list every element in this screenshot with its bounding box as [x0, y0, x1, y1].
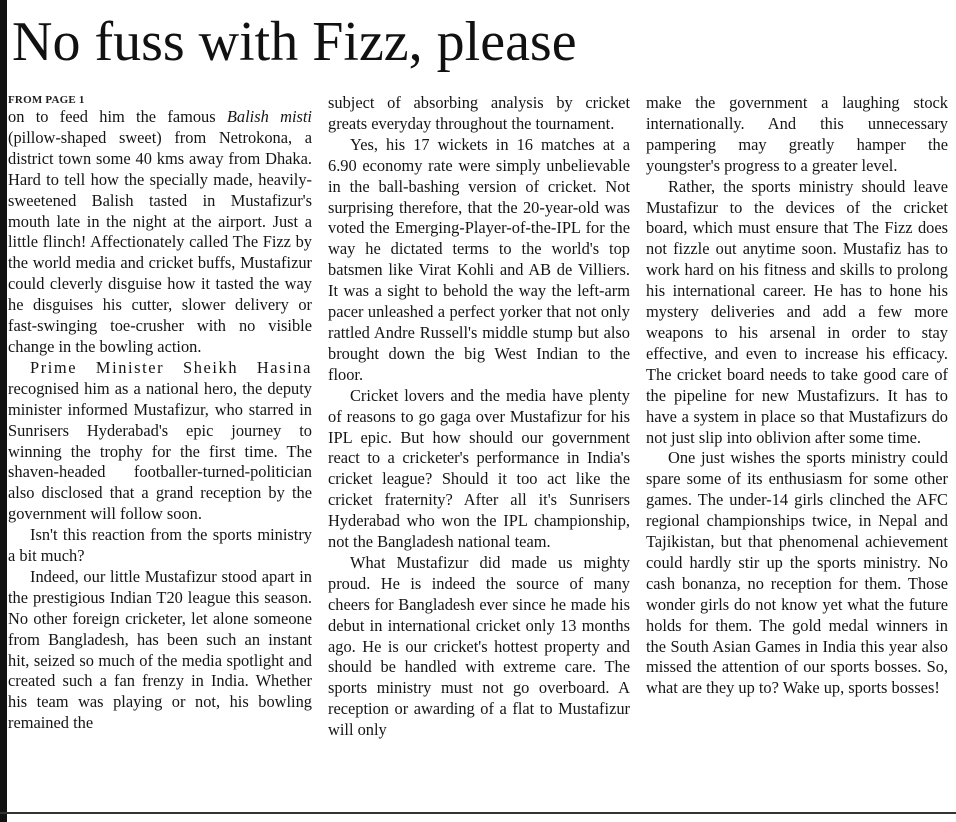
- text-run: (pillow-shaped sweet) from Netrokona, a district town some 40 kms away from Dhaka. Hard to tell how the specially made, heavily-sweetened Balish tasted in Mustafizur's mouth late in the night at the airport. Just a little flinch! Affectionately called The Fizz by the world media and cricket buffs, Mustafizur could cleverly disguise how it tasted the way he disguises his cutter, slower delivery or fast-swinging toe-crusher with no visible change in the bowling action.: [8, 127, 312, 356]
- paragraph: Indeed, our little Mustafizur stood apart in the prestigious Indian T20 league this season. No other foreign cricketer, let alone someone from Bangladesh, has been such an instant hit, seized so much of the media spotlight and created such a fan frenzy in India. Whether his team was playing or not, his bowling remained the: [8, 566, 312, 733]
- paragraph: subject of absorbing analysis by cricket greats everyday throughout the tournament.: [328, 93, 630, 133]
- paragraph: One just wishes the sports ministry could spare some of its enthusiasm for some other games. The under-14 girls clinched the AFC regional championships twice, in Nepal and Tajikistan, but that phenomenal achievement could hardly stir up the sports ministry. No cash bonanza, no reception for them. Those wonder girls do not know yet what the future holds for them. The gold medal winners in the South Asian Games in India this year also missed the attention of our sports bosses. So, what are they up to? Wake up, sports bosses!: [646, 448, 948, 698]
- paragraph: [8, 107, 312, 358]
- paragraph: Isn't this reaction from the sports ministry a bit much?: [8, 525, 312, 566]
- left-border-rule: [0, 0, 7, 822]
- column-2: [328, 93, 630, 805]
- text-run: recognised him as a national hero, the deputy minister informed Mustafizur, who starred in Sunrisers Hyderabad's epic journey to winning the trophy for the first time. The shaven-headed footballer-turned-politician also disclosed that a grand reception by the government will follow soon.: [8, 378, 312, 524]
- paragraph: make the government a laughing stock internationally. And this unnecessary pampering may greatly hamper the youngster's progress to a greater level.: [646, 93, 948, 175]
- paragraph: Yes, his 17 wickets in 16 matches at a 6.90 economy rate were simply unbelievable in the ball-bashing version of cricket. Not surprising therefore, that the 20-year-old was voted the Emerging-Player-of-the-IPL for the way he dictated terms to the world's top batsmen like Virat Kohli and AB de Villiers. It was a sight to behold the way the left-arm pacer unleashed a perfect yorker that not only rattled Andre Russell's middle stump but also brought down the big West Indian to the floor.: [328, 134, 630, 384]
- bottom-border-rule: [0, 812, 956, 814]
- continuation-kicker: FROM PAGE 1: [8, 94, 85, 106]
- column-1: [8, 93, 312, 805]
- column-3: [646, 93, 948, 805]
- paragraph: Rather, the sports ministry should leave Mustafizur to the devices of the cricket board, which must ensure that The Fizz does not fizzle out anytime soon. Mustafiz has to work hard on his fitness and skills to prolong his international career. He has to hone his mystery deliveries and add a few more weapons to his arsenal in order to stay effective, and even to increase his efficacy. The cricket board needs to take good care of the pipeline for new Mustafizurs. It has to have a system in place so that Mustafizurs do not just slip into oblivion after some time.: [646, 176, 948, 447]
- text-run: on to feed him the famous: [8, 107, 227, 126]
- paragraph: What Mustafizur did made us mighty proud. He is indeed the source of many cheers for Bangladesh ever since he made his debut in international cricket only 13 months ago. He is our cricket's hottest property and should be handled with extreme care. The sports ministry must not go overboard. A reception or awarding of a flat to Mustafizur will only: [328, 552, 630, 740]
- text-run: Prime Minister Sheikh Hasina: [30, 357, 312, 377]
- headline: No fuss with Fizz, please: [12, 11, 577, 73]
- article-body: [8, 93, 952, 805]
- paragraph: [8, 358, 312, 525]
- italic-term: Balish misti: [226, 107, 312, 126]
- paragraph: Cricket lovers and the media have plenty of reasons to go gaga over Mustafizur for his IPL epic. But how should our government react to a cricketer's performance in India's cricket league? Should it too act like the cricket fraternity? After all it's Sunrisers Hyderabad who won the IPL championship, not the Bangladesh national team.: [328, 385, 630, 552]
